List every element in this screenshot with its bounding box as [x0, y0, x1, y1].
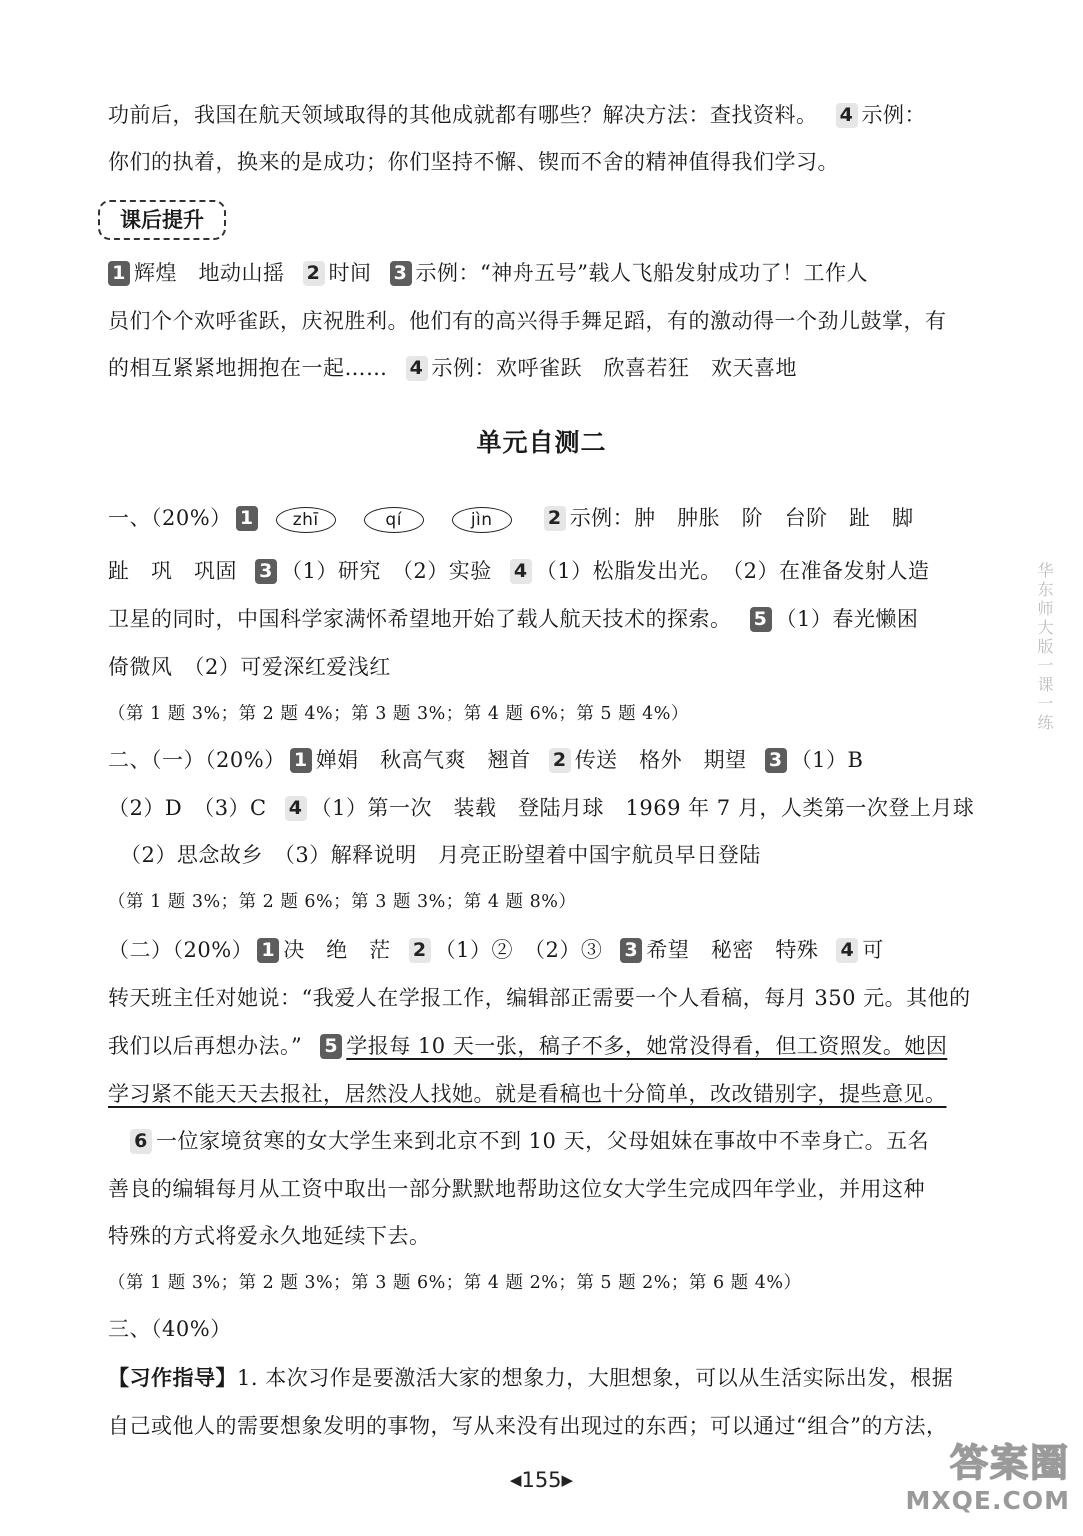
underlined-answer: 学报每 10 天一张，稿子不多，她常没得看，但工资照发。她因 [346, 1034, 948, 1058]
question-number: 1 [290, 748, 312, 773]
score-note: （第 1 题 3%；第 2 题 3%；第 3 题 6%；第 4 题 2%；第 5 题 2%；第 6 题 4%） [108, 1273, 802, 1293]
question-number: 3 [620, 938, 642, 963]
question-number: 3 [390, 261, 412, 286]
question-number: 1 [236, 506, 258, 531]
side-series-text: 华东师大版一课一练 [1035, 562, 1054, 733]
answer-line: 卫星的同时，中国科学家满怀希望地开始了载人航天技术的探索。 5 （1）春光懒困 [108, 607, 919, 631]
question-number: 4 [406, 356, 428, 381]
score-note: （第 1 题 3%；第 2 题 6%；第 3 题 3%；第 4 题 8%） [108, 892, 577, 912]
pinyin-circle: zhī [276, 507, 336, 533]
question-number: 1 [257, 938, 279, 963]
answer-line: 二、（一）（20%） 1 婵娟 秋高气爽 翘首 2 传送 格外 期望 3 （1）B [108, 748, 864, 772]
question-number: 5 [750, 607, 772, 632]
watermark-logo-text: 答案圈 [949, 1441, 1070, 1485]
question-number: 2 [409, 938, 431, 963]
section-heading: 单元自测二 [476, 428, 607, 457]
answer-line: 6 一位家境贫寒的女大学生来到北京不到 10 天，父母姐妹在事故中不幸身亡。五名 [130, 1126, 977, 1156]
watermark [904, 1440, 1076, 1530]
question-number: 2 [303, 261, 325, 286]
answer-line: 我们以后再想办法。” 5 学报每 10 天一张，稿子不多，她常没得看，但工资照发。她因 [108, 1034, 948, 1058]
answer-line: 功前后，我国在航天领域取得的其他成就都有哪些？解决方法：查找资料。 4 示例： [108, 103, 926, 127]
section-tag: 课后提升 [98, 200, 226, 240]
answer-line: 转天班主任对她说：“我爱人在学报工作，编辑部正需要一个人看稿，每月 350 元。其他的 [108, 986, 971, 1010]
score-note: （第 1 题 3%；第 2 题 4%；第 3 题 3%；第 4 题 6%；第 5 题 4%） [108, 704, 689, 724]
answer-line: 特殊的方式将爱永久地延续下去。 [108, 1224, 431, 1248]
question-number: 5 [320, 1034, 342, 1059]
question-number: 3 [765, 748, 787, 773]
question-number: 4 [836, 103, 858, 128]
answer-line: 一、（20%） 1 zhī qí jìn 2 示例：肿 肿胀 阶 台阶 趾 脚 [108, 503, 977, 533]
pinyin-circle: qí [364, 507, 424, 533]
answer-line: 自己或他人的需要想象发明的事物，写从来没有出现过的东西；可以通过“组合”的方法， [108, 1414, 948, 1438]
answer-line: 趾 巩 巩固 3 （1）研究 （2）实验 4 （1）松脂发出光。 （2）在准备发射人造 [108, 559, 930, 583]
page-number: ◀155▶ [509, 1468, 574, 1492]
answer-line: （二）（20%） 1 决 绝 茫 2 （1）② （2）③ 3 希望 秘密 特殊 4 可 [108, 938, 884, 962]
answer-line: 倚微风 （2）可爱深红爱浅红 [108, 655, 391, 679]
answer-line: 员们个个欢呼雀跃，庆祝胜利。他们有的高兴得手舞足蹈，有的激动得一个劲儿鼓掌，有 [108, 309, 947, 333]
underlined-answer: 学习紧不能天天去报社，居然没人找她。就是看稿也十分简单，改改错别字，提些意见。 [108, 1082, 947, 1106]
answer-line: 1 辉煌 地动山摇 2 时间 3 示例：“神舟五号”载人飞船发射成功了！工作人 [108, 258, 977, 288]
answer-line: （2）D （3）C 4 （1）第一次 装载 登陆月球 1969 年 7 月，人类第一次登上月球 [108, 796, 975, 820]
answer-line: 你们的执着，换来的是成功；你们坚持不懈、锲而不舍的精神值得我们学习。 [108, 150, 839, 174]
question-number: 3 [255, 559, 277, 584]
question-number: 2 [549, 748, 571, 773]
answer-line: 善良的编辑每月从工资中取出一部分默默地帮助这位女大学生完成四年学业，并用这种 [108, 1177, 925, 1201]
question-number: 4 [510, 559, 532, 584]
guide-label: 【习作指导】 [108, 1366, 237, 1390]
question-number: 1 [108, 261, 130, 286]
left-arrow-icon: ◀ [509, 1471, 522, 1489]
watermark-url: MXQE.COM [905, 1486, 1070, 1515]
answer-line: 的相互紧紧地拥抱在一起…… 4 示例：欢呼雀跃 欣喜若狂 欢天喜地 [108, 356, 797, 380]
right-arrow-icon: ▶ [561, 1471, 574, 1489]
answer-line [108, 1079, 977, 1109]
question-number: 6 [130, 1129, 152, 1154]
answer-line: （2）思念故乡 （3）解释说明 月亮正盼望着中国宇航员早日登陆 [120, 843, 761, 867]
answer-line: 三、（40%） [108, 1317, 232, 1341]
pinyin-circle: jìn [452, 507, 512, 533]
question-number: 4 [836, 938, 858, 963]
question-number: 2 [544, 506, 566, 531]
answer-line: 【习作指导】1. 本次习作是要激活大家的想象力，大胆想象，可以从生活实际出发，根据 [108, 1366, 954, 1390]
question-number: 4 [285, 796, 307, 821]
